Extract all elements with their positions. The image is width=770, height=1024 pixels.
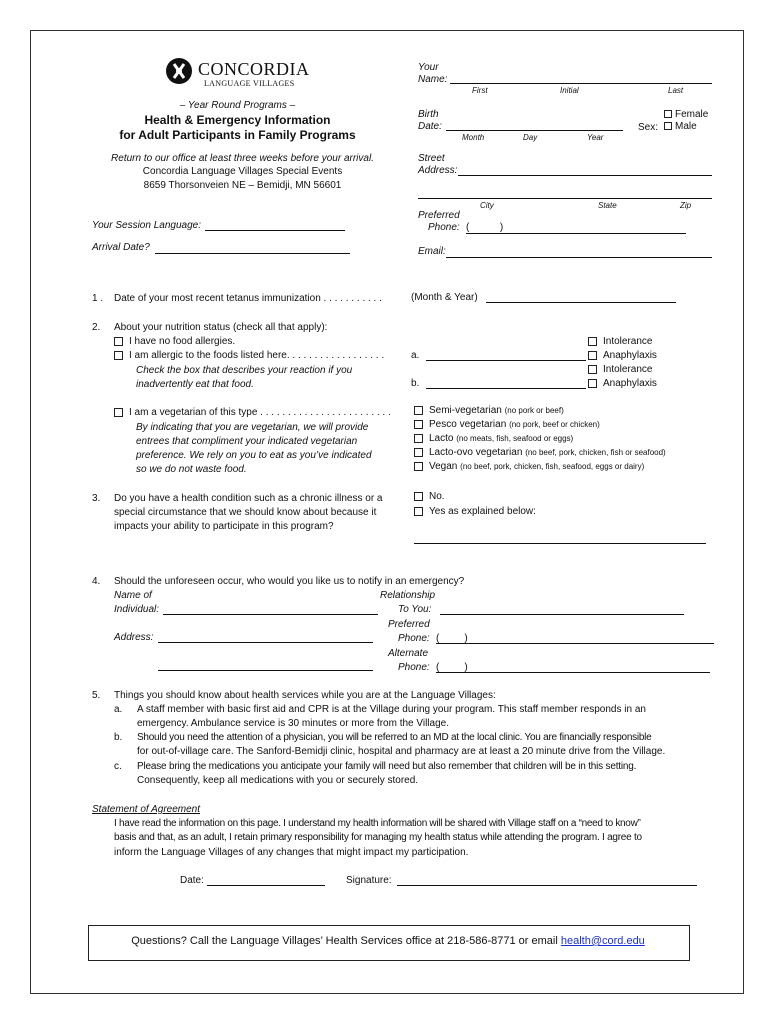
q5-b-text-2: for out-of-village care. The Sanford-Bemidji clinic, hospital and pharmacy are at least a 20 minute drive from the Village.: [137, 746, 666, 757]
relationship-label-2: To You:: [398, 604, 432, 615]
intolerance-a-checkbox[interactable]: [588, 337, 597, 346]
date-label: Date:: [180, 875, 204, 886]
male-checkbox[interactable]: [664, 122, 672, 130]
q3-number: 3.: [92, 493, 101, 504]
office-name: Concordia Language Villages Special Events: [142, 166, 343, 177]
name-field[interactable]: [450, 83, 712, 84]
return-instruction: Return to our office at least three weeks before your arrival.: [111, 153, 374, 164]
contact-address-label: Address:: [114, 632, 154, 643]
lacto-checkbox[interactable]: [414, 434, 423, 443]
lacto-option[interactable]: Lacto (no meats, fish, seafood or eggs): [414, 433, 573, 444]
agreement-text-2: basis and that, as an adult, I retain primary responsibility for managing my health status while attending the program. I agree to: [114, 832, 642, 843]
sex-label: Sex:: [638, 122, 659, 133]
pesco-vegetarian-option[interactable]: Pesco vegetarian (no pork, beef or chicken): [414, 419, 600, 430]
tetanus-date-label: (Month & Year): [411, 292, 478, 303]
q5-a-label: a.: [114, 704, 123, 715]
anaphylaxis-a-option[interactable]: Anaphylaxis: [588, 350, 657, 361]
q4-text: Should the unforeseen occur, who would you like us to notify in an emergency?: [114, 576, 465, 587]
arrival-date-field[interactable]: [155, 253, 350, 254]
initial-label: Initial: [560, 86, 579, 95]
health-explanation-field[interactable]: [414, 543, 706, 544]
health-yes-checkbox[interactable]: [414, 507, 423, 516]
day-label: Day: [523, 133, 538, 142]
contact-alternate-phone-field[interactable]: [436, 672, 710, 673]
q1-text: Date of your most recent tetanus immunization . . . . . . . . . . .: [114, 293, 382, 304]
contact-preferred-phone-field[interactable]: [436, 643, 714, 644]
health-yes-option[interactable]: Yes as explained below:: [414, 506, 536, 517]
allergy-a-field[interactable]: [426, 360, 586, 361]
female-option[interactable]: Female: [664, 109, 708, 120]
contact-name-field[interactable]: [163, 614, 378, 615]
street-address-label: Street Address:: [418, 153, 458, 176]
contact-alt-parens: ( ): [436, 662, 468, 673]
veg-note-3: preference. We rely on you to eat as you’ve indicated: [136, 450, 372, 461]
contact-name-label-2: Individual:: [114, 604, 160, 615]
veg-note-2: entrees that compliment your indicated vegetarian: [136, 436, 358, 447]
office-address: 8659 Thorsonveien NE – Bemidji, MN 56601: [143, 180, 342, 191]
allergic-option[interactable]: I am allergic to the foods listed here. . . . . . . . . . . . . . . . . .: [114, 350, 384, 361]
allergy-b-label: b.: [411, 378, 420, 389]
intolerance-b-option[interactable]: Intolerance: [588, 364, 652, 375]
q5-b-label: b.: [114, 732, 123, 743]
q5-a-text-2: emergency. Ambulance service is 30 minutes or more from the Village.: [137, 718, 449, 729]
contact-pref-phone-label-1: Preferred: [388, 619, 430, 630]
q2-text: About your nutrition status (check all that apply):: [114, 322, 328, 333]
contact-address-field-1[interactable]: [158, 642, 373, 643]
lacto-ovo-checkbox[interactable]: [414, 448, 423, 457]
contact-address-field-2[interactable]: [158, 670, 373, 671]
phone-label: Phone:: [428, 222, 460, 233]
email-field[interactable]: [446, 257, 712, 258]
month-label: Month: [462, 133, 485, 142]
zip-label: Zip: [680, 201, 692, 210]
signature-label: Signature:: [346, 875, 392, 886]
q2-number: 2.: [92, 322, 101, 333]
no-allergies-checkbox[interactable]: [114, 337, 123, 346]
year-label: Year: [587, 133, 604, 142]
birth-date-label: Birth Date:: [418, 109, 442, 132]
health-email-link[interactable]: health@cord.edu: [560, 935, 645, 947]
female-checkbox[interactable]: [664, 110, 672, 118]
vegetarian-option[interactable]: I am a vegetarian of this type . . . . . . . . . . . . . . . . . . . . . . . .: [114, 407, 391, 418]
q3-text-3: impacts your ability to participate in this program?: [114, 521, 334, 532]
arrival-date-label: Arrival Date?: [92, 242, 150, 253]
contact-alt-phone-label-1: Alternate: [388, 648, 429, 659]
logo-brand: CONCORDIA: [198, 59, 310, 79]
form-title-line1: Health & Emergency Information: [144, 113, 331, 127]
concordia-logo-icon: [166, 58, 192, 84]
session-language-label: Your Session Language:: [92, 220, 201, 231]
contact-alt-phone-label-2: Phone:: [398, 662, 430, 673]
q3-text-1: Do you have a health condition such as a chronic illness or a: [114, 493, 383, 504]
allergy-a-label: a.: [411, 350, 420, 361]
intolerance-b-checkbox[interactable]: [588, 365, 597, 374]
state-label: State: [598, 201, 617, 210]
anaphylaxis-a-checkbox[interactable]: [588, 351, 597, 360]
area-code-parens: ( ): [466, 222, 504, 233]
logo-subtitle: LANGUAGE VILLAGES: [204, 79, 295, 88]
signature-field[interactable]: [397, 885, 697, 886]
relationship-label-1: Relationship: [380, 590, 436, 601]
tetanus-date-field[interactable]: [486, 302, 676, 303]
q4-number: 4.: [92, 576, 101, 587]
preferred-phone-field[interactable]: [466, 233, 686, 234]
anaphylaxis-b-option[interactable]: Anaphylaxis: [588, 378, 657, 389]
lacto-ovo-option[interactable]: Lacto-ovo vegetarian (no beef, pork, chicken, fish or seafood): [414, 447, 666, 458]
q5-text: Things you should know about health services while you are at the Language Villages:: [114, 690, 496, 701]
q5-a-text-1: A staff member with basic first aid and CPR is at the Village during your program. This staff member responds in an: [137, 704, 646, 715]
q1-number: 1 .: [92, 293, 104, 304]
last-label: Last: [668, 86, 684, 95]
agreement-title: Statement of Agreement: [92, 804, 201, 815]
q5-number: 5.: [92, 690, 101, 701]
vegan-option[interactable]: Vegan (no beef, pork, chicken, fish, seafood, eggs or dairy): [414, 461, 644, 472]
relationship-field[interactable]: [440, 614, 684, 615]
vegetarian-checkbox[interactable]: [114, 408, 123, 417]
veg-note-4: so we do not waste food.: [136, 464, 247, 475]
program-label: – Year Round Programs –: [179, 100, 296, 111]
name-label: Your Name:: [418, 62, 448, 85]
no-allergies-option[interactable]: I have no food allergies.: [114, 336, 235, 347]
city-state-zip-field[interactable]: [418, 198, 712, 199]
q5-b-text-1: Should you need the attention of a physician, you will be referred to an MD at the local clinic. You are financially responsible: [137, 732, 652, 743]
intolerance-a-option[interactable]: Intolerance: [588, 336, 652, 347]
allergy-note-2: inadvertently eat that food.: [136, 379, 254, 390]
semi-vegetarian-option[interactable]: Semi-vegetarian (no pork or beef): [414, 405, 564, 416]
q5-c-text-2: Consequently, keep all medications with you or securely stored.: [137, 775, 419, 786]
q5-c-label: c.: [114, 761, 122, 772]
allergy-note-1: Check the box that describes your reaction if you: [136, 365, 353, 376]
allergic-checkbox[interactable]: [114, 351, 123, 360]
anaphylaxis-b-checkbox[interactable]: [588, 379, 597, 388]
contact-pref-parens: ( ): [436, 633, 468, 644]
form-title-line2: for Adult Participants in Family Programs: [119, 128, 356, 142]
footer-text: Questions? Call the Language Villages’ Health Services office at 218-586-8771 or email health@cord.edu: [131, 935, 645, 947]
q3-text-2: special circumstance that we should know about because it: [114, 507, 377, 518]
veg-note-1: By indicating that you are vegetarian, we will provide: [136, 422, 369, 433]
male-option[interactable]: Male: [664, 121, 697, 132]
contact-pref-phone-label-2: Phone:: [398, 633, 430, 644]
health-no-option[interactable]: No.: [414, 491, 445, 502]
email-label: Email:: [418, 246, 446, 257]
street-address-field[interactable]: [458, 175, 712, 176]
city-label: City: [480, 201, 494, 210]
contact-name-label-1: Name of: [114, 590, 152, 601]
pesco-vegetarian-checkbox[interactable]: [414, 420, 423, 429]
q5-c-text-1: Please bring the medications you anticipate your family will need but also remember that children will be in this setting.: [137, 761, 637, 772]
semi-vegetarian-checkbox[interactable]: [414, 406, 423, 415]
date-field[interactable]: [207, 885, 325, 886]
session-language-field[interactable]: [205, 230, 345, 231]
preferred-phone-label: Preferred: [418, 210, 460, 221]
first-label: First: [472, 86, 488, 95]
health-no-checkbox[interactable]: [414, 492, 423, 501]
vegan-checkbox[interactable]: [414, 462, 423, 471]
agreement-text-3: inform the Language Villages of any changes that might impact my participation.: [114, 847, 469, 858]
allergy-b-field[interactable]: [426, 388, 586, 389]
birth-date-field[interactable]: [446, 130, 623, 131]
agreement-text-1: I have read the information on this page. I understand my health information will be shared with Village staff on a “need to know”: [114, 818, 641, 829]
